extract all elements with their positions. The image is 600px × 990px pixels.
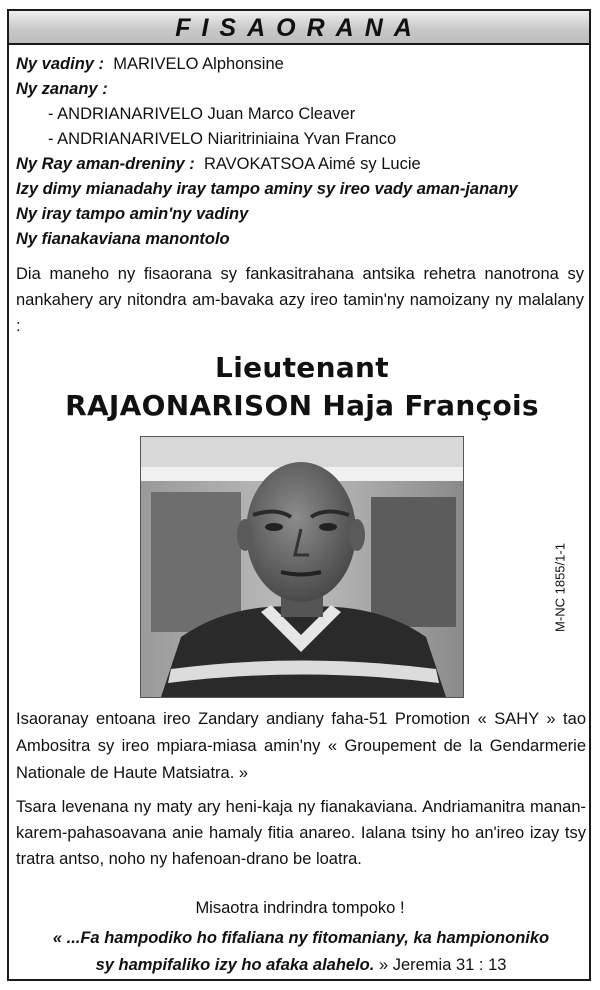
deceased-name: RAJAONARISON Haja François bbox=[65, 389, 539, 422]
parents-line bbox=[16, 152, 588, 177]
whole-family-line: Ny fianakaviana manontolo bbox=[16, 230, 230, 248]
parents-label: Ny Ray aman-dreniny : bbox=[16, 155, 195, 173]
in-laws-line: Ny iray tampo amin'ny vadiny bbox=[16, 205, 249, 223]
verse-line-1: « ...Fa hampodiko ho fifaliana ny fitomaniany, ka hampiononiko bbox=[52, 929, 550, 947]
child-name: - ANDRIANARIVELO Niaritriniaina Yvan Franco bbox=[48, 130, 397, 148]
wife-label: Ny vadiny : bbox=[16, 55, 105, 73]
siblings-line: Izy dimy mianadahy iray tampo aminy sy ireo vady aman-janany bbox=[16, 180, 518, 198]
intro-paragraph: Dia maneho ny fisaorana sy fankasitrahana antsika rehetra nanotrona sy nankahery ary nitondra am-bavaka azy ireo tamin'ny namoizany ny malalany : bbox=[16, 265, 584, 335]
parents-name: RAVOKATSOA Aimé sy Lucie bbox=[203, 155, 421, 173]
bible-verse bbox=[16, 925, 586, 979]
child-name: - ANDRIANARIVELO Juan Marco Cleaver bbox=[48, 105, 356, 123]
children-label: Ny zanany : bbox=[16, 80, 108, 98]
portrait-illustration bbox=[141, 437, 463, 697]
closing-line: Misaotra indrindra tompoko ! bbox=[195, 899, 405, 917]
blessing-paragraph: Tsara levenana ny maty ary heni-kaja ny fianakaviana. Andriamanitra manan-karem-pahasoavana anie hamaly fitia anareo. Ialana tsiny ho an'ireo izay tsy tratra antso, noho ny hafenoan-drano be loatra. bbox=[16, 798, 586, 868]
wife-line bbox=[16, 52, 588, 77]
deceased-portrait bbox=[140, 436, 464, 698]
reference-code: M-NC 1855/1-1 bbox=[552, 543, 568, 632]
wife-name: MARIVELO Alphonsine bbox=[113, 55, 284, 73]
header-bar bbox=[7, 9, 591, 45]
verse-text-end: sy hampifaliko izy ho afaka alahelo. bbox=[95, 956, 375, 974]
verse-reference: » Jeremia 31 : 13 bbox=[378, 956, 507, 974]
deceased-rank: Lieutenant bbox=[215, 351, 389, 384]
notice-content bbox=[16, 52, 588, 425]
verse-line-2 bbox=[16, 952, 586, 979]
thanks-paragraph: Isaoranay entoana ireo Zandary andiany faha-51 Promotion « SAHY » tao Ambositra sy ireo mpiara-miasa amin'ny « Groupement de la Gendarmerie Nationale de Haute Matsiatra. » bbox=[16, 710, 586, 782]
notice-title: FISAORANA bbox=[175, 14, 423, 42]
